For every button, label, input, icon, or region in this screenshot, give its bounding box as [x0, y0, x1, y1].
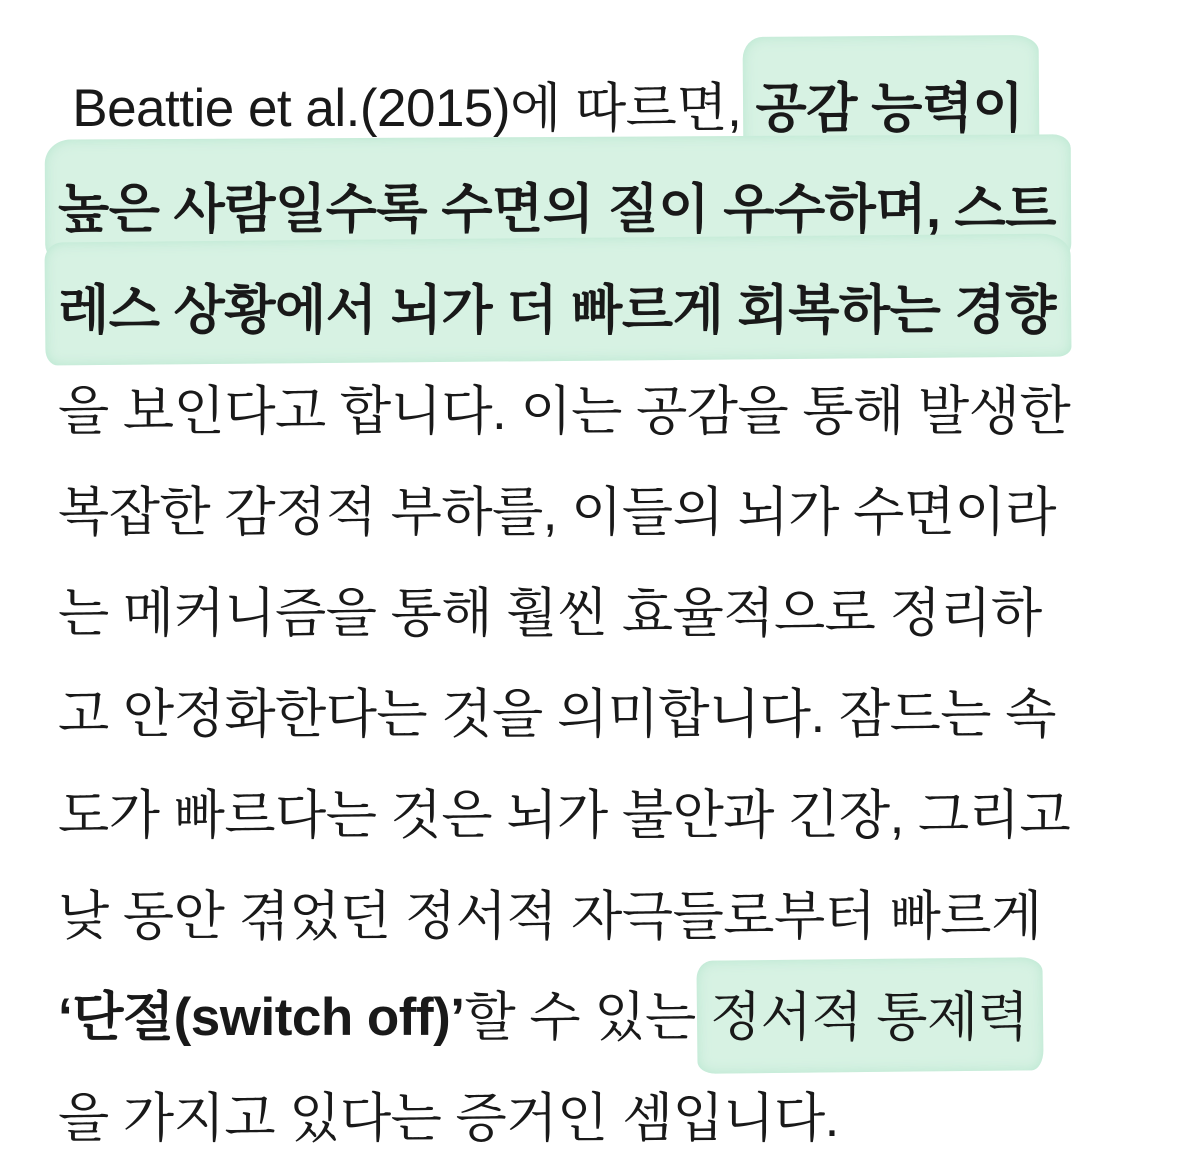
text-line — [58, 361, 1139, 462]
text-line — [58, 866, 1139, 967]
highlighted-text-segment: 레스 상황에서 뇌가 더 빠르게 회복하는 경향 — [58, 260, 1056, 361]
highlighted-text-segment: 공감 능력이 — [756, 58, 1024, 159]
text-segment: 낮 동안 겪었던 정서적 자극들로부터 빠르게 — [58, 887, 1042, 946]
text-segment: 을 가지고 있다는 증거인 셈입니다. — [58, 1089, 839, 1148]
text-segment: 도가 빠르다는 것은 뇌가 불안과 긴장, 그리고 — [58, 786, 1071, 845]
text-line — [58, 462, 1139, 563]
text-line — [58, 1068, 1139, 1169]
text-segment: 복잡한 감정적 부하를, 이들의 뇌가 수면이라 — [58, 483, 1056, 542]
text-line — [58, 765, 1139, 866]
highlighted-text-segment: 정서적 통제력 — [710, 967, 1028, 1068]
text-line — [58, 260, 1139, 361]
text-segment: 고 안정화한다는 것을 의미합니다. 잠드는 속 — [58, 685, 1056, 744]
text-segment: ‘단절(switch off)’ — [58, 988, 465, 1047]
highlighted-text-segment: 높은 사람일수록 수면의 질이 우수하며, 스트 — [58, 159, 1056, 260]
text-segment: 을 보인다고 합니다. 이는 공감을 통해 발생한 — [58, 382, 1071, 441]
text-line — [58, 664, 1139, 765]
text-segment: Beattie et al.(2015)에 따르면, — [58, 79, 756, 138]
text-line — [58, 563, 1139, 664]
text-line — [58, 967, 1139, 1068]
text-segment: 는 메커니즘을 통해 훨씬 효율적으로 정리하 — [58, 584, 1042, 643]
text-segment: 할 수 있는 — [464, 988, 710, 1047]
